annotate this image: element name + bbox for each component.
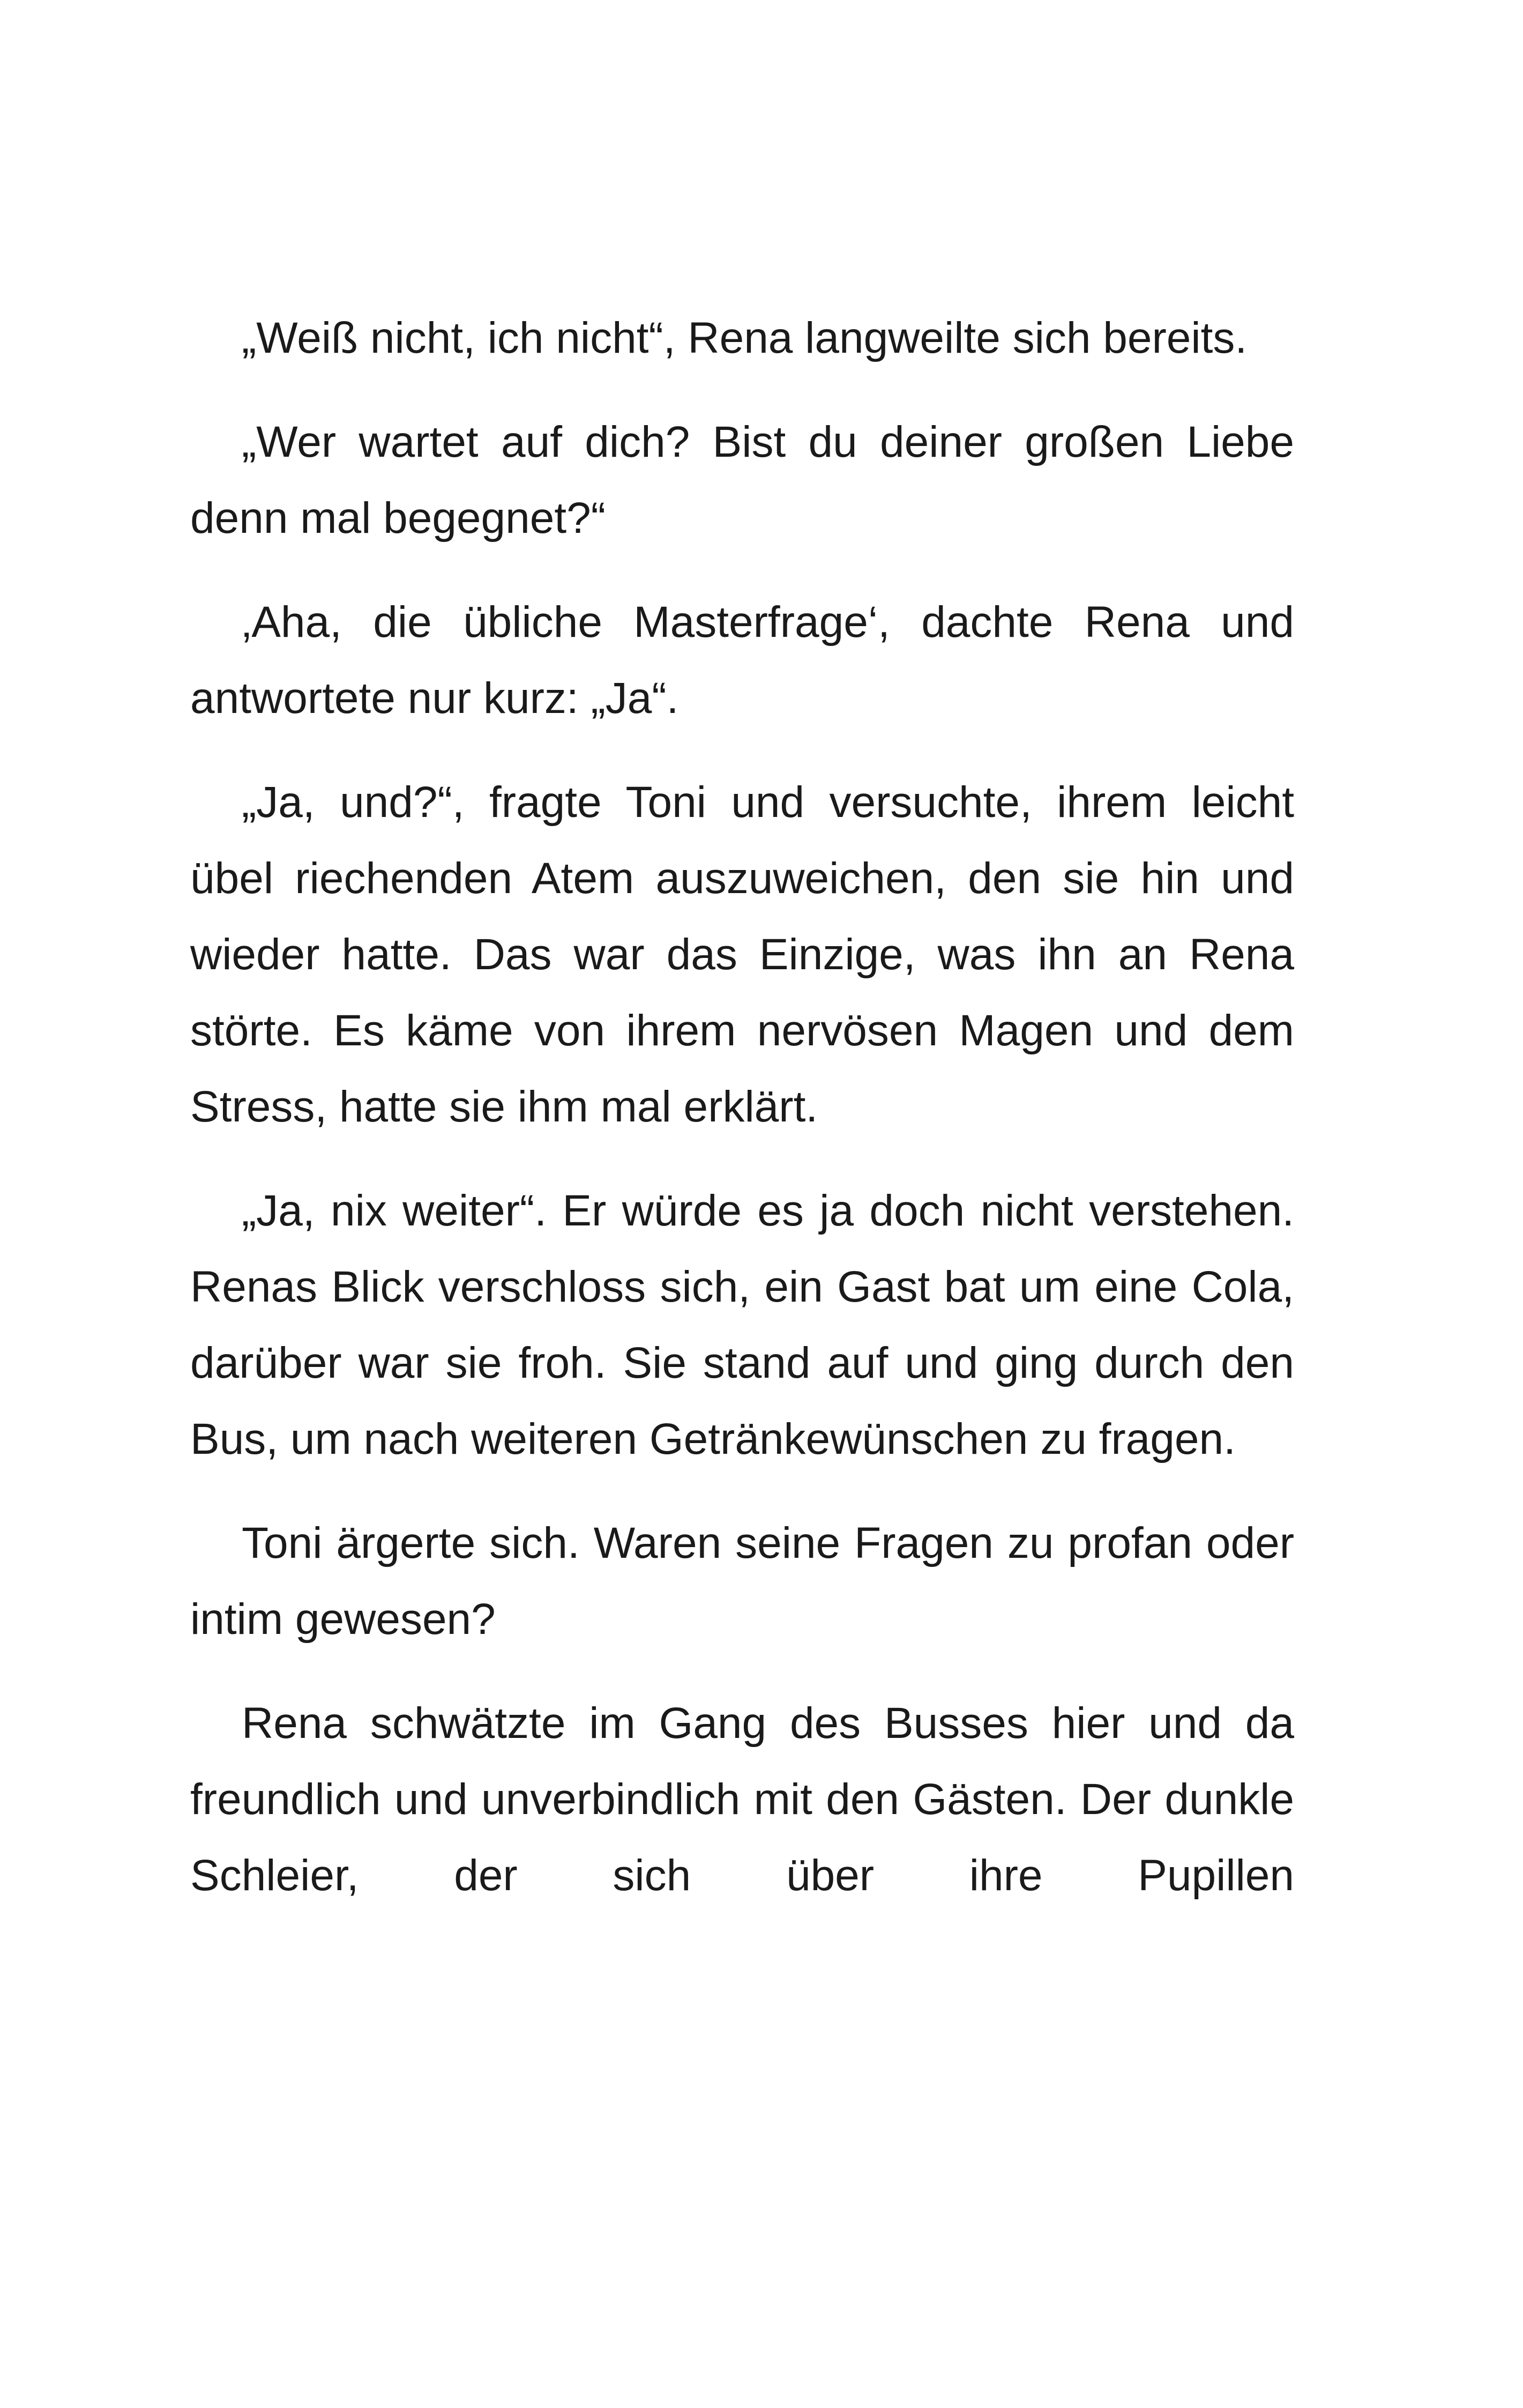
paragraph-1: „Weiß nicht, ich nicht“, Rena langweilte sich bereits.	[242, 314, 1248, 362]
paragraph-2: „Wer wartet auf dich? Bist du deiner großen Liebe denn mal begegnet?“	[190, 418, 1294, 542]
paragraph-7: Rena schwätzte im Gang des Busses hier und da freundlich und unverbindlich mit den Gästen. Der dunkle Schleier, der sich über ihre Pupillen	[190, 1699, 1294, 1900]
paragraph-5: „Ja, nix weiter“. Er würde es ja doch nicht verstehen. Renas Blick verschloss sich, ein Gast bat um eine Cola, darüber war sie froh. Sie stand auf und ging durch den Bus, um nach weiteren Getränkewünschen zu fragen.	[190, 1186, 1294, 1463]
paragraph-4: „Ja, und?“, fragte Toni und versuchte, ihrem leicht übel riechenden Atem auszuweichen, den sie hin und wieder hatte. Das war das Einzige, was ihn an Rena störte. Es käme von ihrem nervösen Magen und dem Stress, hatte sie ihm mal erklärt.	[190, 778, 1294, 1131]
body-text	[190, 300, 1294, 1942]
paragraph-3: ‚Aha, die übliche Masterfrage‘, dachte Rena und antwortete nur kurz: „Ja“.	[190, 598, 1294, 723]
paragraph-6: Toni ärgerte sich. Waren seine Fragen zu profan oder intim gewesen?	[190, 1519, 1294, 1644]
